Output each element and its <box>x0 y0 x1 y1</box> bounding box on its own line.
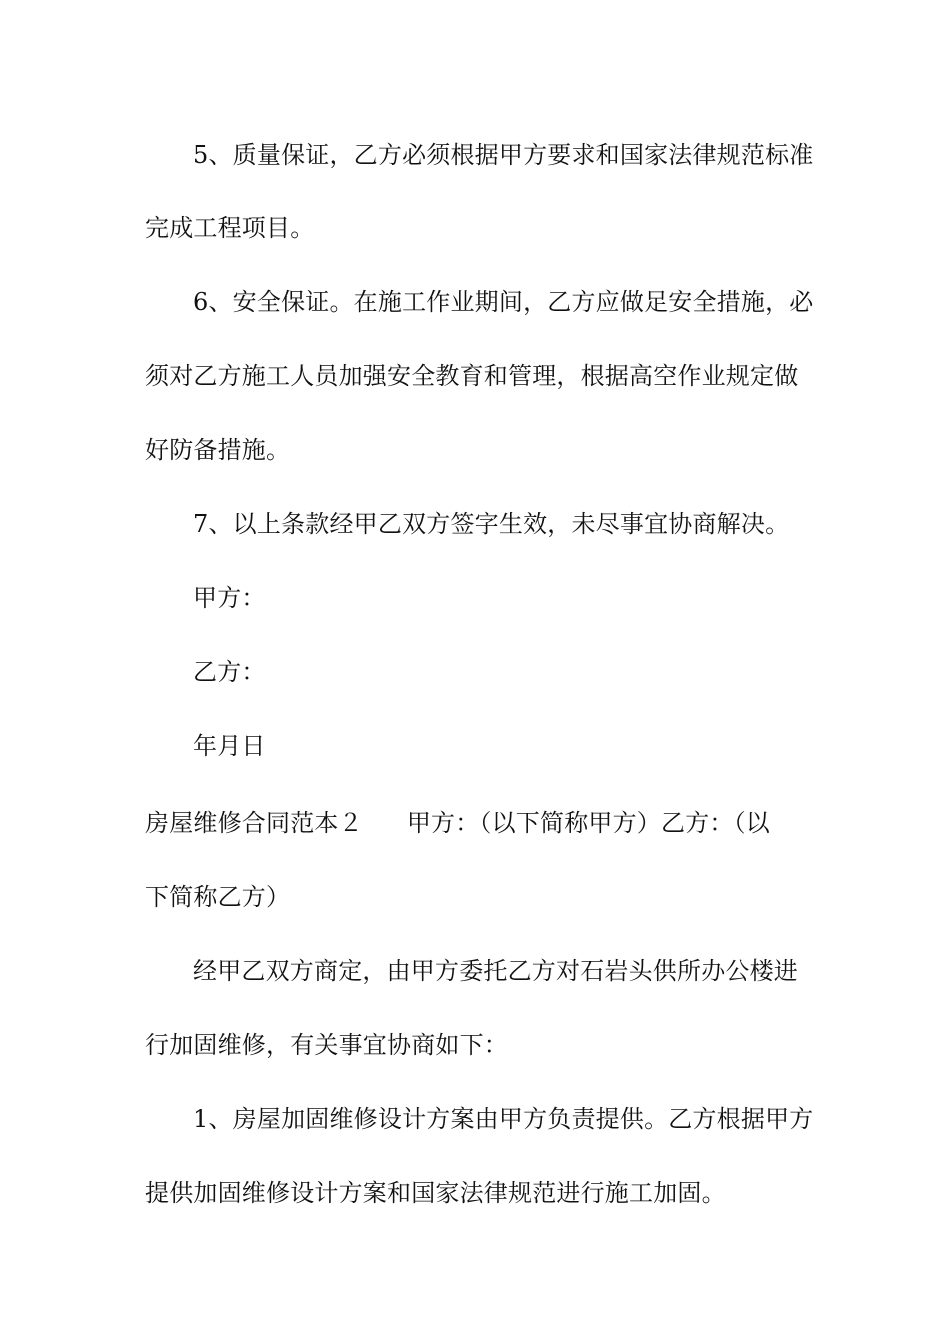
contract-2-header-line <box>145 808 770 838</box>
contract-2-intro-line-1: 经甲乙双方商定，由甲方委托乙方对石岩头供所办公楼进 <box>193 957 798 985</box>
clause-6-line-1: 6、安全保证。在施工作业期间，乙方应做足安全措施，必 <box>193 288 814 316</box>
clause-5-line-2: 完成工程项目。 <box>145 214 315 242</box>
contract-2-title: 房屋维修合同范本２ <box>145 809 363 837</box>
party-a-signature-label: 甲方： <box>193 584 266 612</box>
date-label: 年月日 <box>193 732 266 760</box>
contract-2-clause-1-line-2: 提供加固维修设计方案和国家法律规范进行施工加固。 <box>145 1179 726 1207</box>
contract-2-clause-1-line-1: 1、房屋加固维修设计方案由甲方负责提供。乙方根据甲方 <box>193 1105 814 1133</box>
clause-5-line-1: 5、质量保证，乙方必须根据甲方要求和国家法律规范标准 <box>193 141 814 169</box>
contract-2-parties: 甲方：（以下简称甲方）乙方：（以 <box>406 809 771 837</box>
clause-6-line-3: 好防备措施。 <box>145 436 291 464</box>
clause-7-line-1: 7、以上条款经甲乙双方签字生效，未尽事宜协商解决。 <box>193 510 790 538</box>
clause-6-line-2: 须对乙方施工人员加强安全教育和管理，根据高空作业规定做 <box>145 362 799 390</box>
contract-2-intro-line-2: 行加固维修，有关事宜协商如下： <box>145 1031 508 1059</box>
party-b-signature-label: 乙方： <box>193 658 266 686</box>
contract-2-parties-line-2: 下简称乙方） <box>145 883 291 911</box>
